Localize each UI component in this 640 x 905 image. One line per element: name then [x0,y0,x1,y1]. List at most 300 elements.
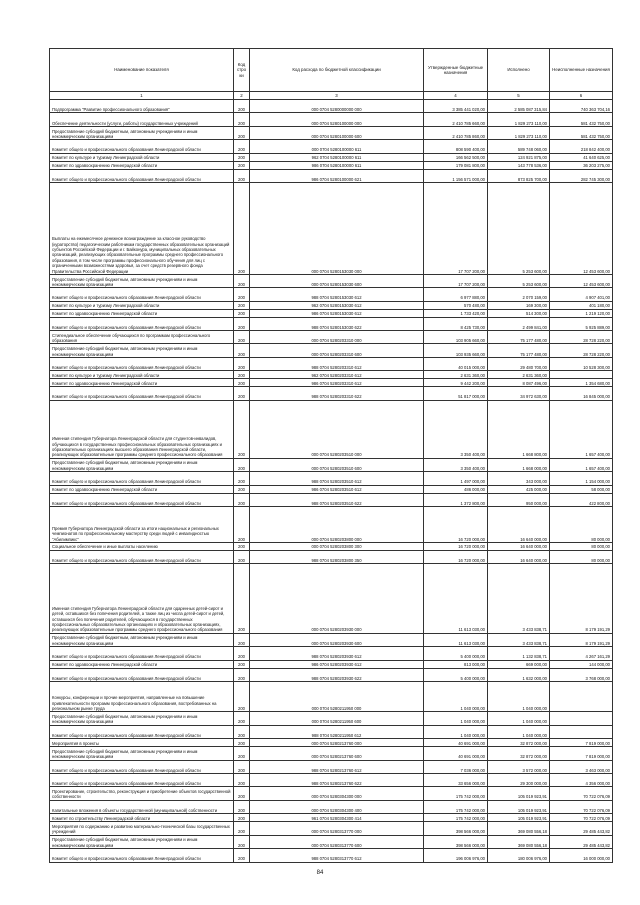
column-number: 5 [488,92,550,100]
row-line-code: 200 [234,739,250,747]
row-approved-amount: 7 036 000,00 [424,760,488,773]
row-executed-amount: 180 006 976,00 [488,849,550,862]
row-classification-code: 000 0704 5280313770 000 [250,822,424,835]
row-indicator-name: Конкурсы, конференции и прочие мероприятия, направленные на повышение привлекательности программ профессионального образования, востребованных на региональном рынке труда [50,682,234,712]
row-classification-code: 962 0704 5280100000 611 [250,153,424,161]
row-classification-code: 000 0704 5280313770 600 [250,835,424,848]
row-indicator-name: Стипендиальное обеспечение обучающихся по программам профессионального образования [50,331,234,344]
table-row [50,126,613,139]
row-approved-amount: 16 720 000,00 [424,542,488,550]
column-numbering-row [50,92,613,100]
row-line-code: 200 [234,288,250,301]
row-line-code: 200 [234,344,250,357]
row-classification-code: 000 0704 5280211950 600 [250,712,424,725]
row-remaining-amount: 80 000,00 [550,507,613,543]
row-remaining-amount: 7 819 000,00 [550,739,613,747]
row-classification-code: 986 0704 5280203310 612 [250,379,424,387]
row-remaining-amount: 5 925 889,00 [550,317,613,330]
row-approved-amount: 3 350 400,00 [424,458,488,471]
row-executed-amount: 5 253 600,00 [488,182,550,274]
row-remaining-amount [550,712,613,725]
row-indicator-name: Комитет общего и профессионального образования Ленинградской области [50,773,234,786]
table-row [50,371,613,379]
row-line-code: 200 [234,458,250,471]
table-row [50,182,613,274]
table-row [50,357,613,370]
row-classification-code: 000 0704 5280203510 600 [250,458,424,471]
row-indicator-name: Комитет общего и профессионального образования Ленинградской области [50,288,234,301]
row-indicator-name: Комитет по здравоохранению Ленинградской области [50,485,234,493]
column-number: 2 [234,92,250,100]
row-classification-code: 000 0704 5280304300 000 [250,787,424,800]
row-executed-amount: 514 300,00 [488,309,550,317]
row-executed-amount: 32 872 000,00 [488,739,550,747]
row-indicator-name: Капитальные вложения в объекты государственной (муниципальной) собственности [50,800,234,813]
row-line-code: 200 [234,317,250,330]
row-line-code: 200 [234,301,250,309]
row-executed-amount: 1 040 000,00 [488,682,550,712]
row-remaining-amount: 8 179 191,29 [550,564,613,634]
row-line-code: 200 [234,100,250,113]
row-executed-amount: 143 778 536,00 [488,161,550,169]
row-indicator-name: Комитет по здравоохранению Ленинградской области [50,660,234,668]
row-classification-code: 000 0704 5280100000 600 [250,126,424,139]
row-executed-amount: 669 000,00 [488,660,550,668]
row-classification-code: 000 0704 5280000000 000 [250,100,424,113]
row-classification-code: 986 0704 5280153030 612 [250,309,424,317]
row-line-code: 200 [234,371,250,379]
table-row [50,633,613,646]
row-executed-amount: 124 921 875,00 [488,153,550,161]
row-remaining-amount: 282 745 300,00 [550,169,613,182]
row-line-code: 200 [234,400,250,458]
row-indicator-name: Мероприятия по содержанию и развитию материально-технической базы государственных учреждений [50,822,234,835]
row-classification-code: 988 0704 5280211950 612 [250,725,424,738]
row-indicator-name: Комитет общего и профессионального образования Ленинградской области [50,472,234,485]
row-executed-amount: 425 000,00 [488,485,550,493]
table-row [50,800,613,813]
row-line-code: 200 [234,760,250,773]
table-row [50,485,613,493]
row-remaining-amount: 3 463 000,00 [550,760,613,773]
row-line-code: 200 [234,564,250,634]
row-indicator-name: Комитет общего и профессионального образования Ленинградской области [50,647,234,660]
row-classification-code: 988 0704 5280203800 350 [250,550,424,563]
row-classification-code: 962 0704 5280203310 612 [250,371,424,379]
row-indicator-name: Комитет общего и профессионального образования Ленинградской области [50,317,234,330]
table-row [50,739,613,747]
row-line-code: 200 [234,849,250,862]
row-classification-code: 000 0704 5280203930 600 [250,633,424,646]
table-row [50,161,613,169]
row-executed-amount: 2 070 159,00 [488,288,550,301]
row-remaining-amount: 1 657 400,00 [550,458,613,471]
table-body [50,100,613,863]
table-row [50,787,613,800]
row-classification-code: 986 0704 5280100000 611 [250,161,424,169]
row-remaining-amount: 70 722 076,09 [550,800,613,813]
row-line-code: 200 [234,682,250,712]
row-classification-code: 988 0704 5280213760 622 [250,773,424,786]
row-remaining-amount: 29 485 443,82 [550,822,613,835]
table-row [50,712,613,725]
row-executed-amount: 105 019 923,91 [488,787,550,800]
row-indicator-name: Предоставление субсидий бюджетным, автономным учреждениям и иным некоммерческим организациям [50,126,234,139]
table-row [50,773,613,786]
row-executed-amount: 16 640 000,00 [488,507,550,543]
row-line-code: 200 [234,773,250,786]
row-classification-code: 000 0704 5280153030 600 [250,274,424,287]
row-indicator-name: Комитет по строительству Ленинградской области [50,814,234,822]
column-number: 1 [50,92,234,100]
row-approved-amount: 1 156 571 000,00 [424,169,488,182]
row-line-code: 200 [234,182,250,274]
row-executed-amount: 75 177 480,00 [488,344,550,357]
row-classification-code: 988 0704 5280213760 612 [250,760,424,773]
row-approved-amount: 33 656 000,00 [424,773,488,786]
row-line-code: 200 [234,647,250,660]
row-indicator-name: Мероприятия в проекты [50,739,234,747]
row-remaining-amount [550,682,613,712]
row-line-code: 200 [234,800,250,813]
row-approved-amount: 813 000,00 [424,660,488,668]
row-remaining-amount: 10 528 300,00 [550,357,613,370]
row-remaining-amount: 1 219 120,00 [550,309,613,317]
row-indicator-name: Комитет по культуре и туризму Ленинградской области [50,371,234,379]
row-classification-code: 000 0704 5280203510 000 [250,400,424,458]
row-indicator-name: Предоставление субсидий бюджетным, автономным учреждениям и иным некоммерческим организациям [50,747,234,760]
row-remaining-amount: 36 203 275,00 [550,161,613,169]
row-classification-code: 000 0704 5280100000 611 [250,140,424,153]
table-header [50,49,613,100]
row-classification-code: 988 0704 5280203930 622 [250,668,424,681]
row-indicator-name: Именная стипендия Губернатора Ленинградской области для одаренных детей-сирот и детей, оставшихся без попечения родителей, а также лиц из числа детей-сирот и детей, оставшихся без попечения родителей, обучающихся в государственных профессиональных образовательных организациях и образовательных организациях, реализующих образовательные программы среднего профессионального образования [50,564,234,634]
table-row [50,542,613,550]
row-line-code: 200 [234,668,250,681]
row-indicator-name: Предоставление субсидий бюджетным, автономным учреждениям и иным некоммерческим организациям [50,633,234,646]
row-classification-code: 988 0704 5280313770 612 [250,849,424,862]
row-classification-code: 000 0704 5280203800 300 [250,542,424,550]
budget-execution-table [49,48,613,863]
row-classification-code: 000 0704 5280213760 000 [250,739,424,747]
row-executed-amount: 5 253 600,00 [488,274,550,287]
row-approved-amount: 2 631 360,00 [424,371,488,379]
row-indicator-name: Комитет по культуре и туризму Ленинградской области [50,301,234,309]
row-line-code: 200 [234,835,250,848]
row-classification-code: 000 0704 5280153030 000 [250,182,424,274]
budget-report-sheet [49,48,612,863]
row-indicator-name: Выплаты на ежемесячное денежное вознаграждение за классное руководство (кураторство) педагогическим работникам государственных образовательных организаций субъектов Российской Федерации и г. Байконура, муниципальных образовательных организаций, реализующих образовательные программы среднего профессионального образования, в том числе программы профессионального обучения для лиц с ограниченными возможностями здоровья, за счет средств резервного фонда Правительства Российской Федерации [50,182,234,274]
row-remaining-amount: 16 000 000,00 [550,849,613,862]
table-row [50,835,613,848]
row-remaining-amount [550,371,613,379]
row-approved-amount: 11 613 030,00 [424,564,488,634]
row-approved-amount: 3 385 441 020,00 [424,100,488,113]
row-line-code: 200 [234,140,250,153]
row-remaining-amount: 4 356 000,00 [550,773,613,786]
row-executed-amount: 29 480 700,00 [488,357,550,370]
row-approved-amount: 196 006 976,00 [424,849,488,862]
row-executed-amount: 1 632 000,00 [488,668,550,681]
row-indicator-name: Комитет общего и профессионального образования Ленинградской области [50,493,234,506]
row-remaining-amount: 1 657 400,00 [550,400,613,458]
row-approved-amount: 1 497 000,00 [424,472,488,485]
row-executed-amount: 8 087 496,00 [488,379,550,387]
table-row [50,113,613,126]
row-approved-amount: 103 935 660,00 [424,344,488,357]
table-row [50,274,613,287]
table-row [50,493,613,506]
table-row [50,849,613,862]
row-executed-amount: 369 080 556,18 [488,822,550,835]
row-line-code: 200 [234,660,250,668]
header-line-code: Код стро ки [234,49,250,92]
row-remaining-amount: 70 722 076,09 [550,814,613,822]
row-remaining-amount: 8 179 191,29 [550,633,613,646]
row-executed-amount: 1 040 000,00 [488,712,550,725]
header-budget-classification-code: Код расхода по бюджетной классификации [250,49,424,92]
row-executed-amount: 3 433 838,71 [488,633,550,646]
row-executed-amount: 32 872 000,00 [488,747,550,760]
row-remaining-amount: 581 432 750,00 [550,126,613,139]
row-indicator-name: Комитет по здравоохранению Ленинградской области [50,309,234,317]
row-line-code: 200 [234,542,250,550]
row-approved-amount: 398 566 000,00 [424,835,488,848]
row-approved-amount: 1 372 800,00 [424,493,488,506]
row-line-code: 200 [234,712,250,725]
row-classification-code: 988 0704 5280153030 612 [250,288,424,301]
row-executed-amount: 369 080 556,18 [488,835,550,848]
table-row [50,660,613,668]
table-row [50,344,613,357]
table-row [50,747,613,760]
table-row [50,331,613,344]
row-remaining-amount: 80 000,00 [550,542,613,550]
row-executed-amount: 1 668 000,00 [488,458,550,471]
row-line-code: 200 [234,161,250,169]
row-approved-amount: 486 000,00 [424,485,488,493]
table-row [50,379,613,387]
table-row [50,301,613,309]
row-approved-amount: 175 742 000,00 [424,800,488,813]
row-remaining-amount: 7 819 000,00 [550,747,613,760]
row-approved-amount: 398 566 000,00 [424,822,488,835]
table-row [50,507,613,543]
row-indicator-name: Комитет общего и профессионального образования Ленинградской области [50,760,234,773]
row-remaining-amount: 12 453 600,00 [550,274,613,287]
row-executed-amount: 2 499 841,00 [488,317,550,330]
row-line-code: 200 [234,309,250,317]
row-executed-amount: 105 019 923,91 [488,800,550,813]
row-line-code: 200 [234,725,250,738]
row-remaining-amount: 1 354 680,00 [550,379,613,387]
table-row [50,387,613,400]
row-indicator-name: Комитет по здравоохранению Ленинградской области [50,379,234,387]
table-row [50,822,613,835]
row-classification-code: 000 0704 5280213760 600 [250,747,424,760]
row-executed-amount: 29 300 000,00 [488,773,550,786]
row-remaining-amount: 581 432 750,00 [550,113,613,126]
header-executed: Исполнено [488,49,550,92]
row-approved-amount: 17 707 200,00 [424,182,488,274]
row-executed-amount: 1 829 273 110,00 [488,126,550,139]
table-row [50,564,613,634]
row-executed-amount: 343 000,00 [488,472,550,485]
row-classification-code: 986 0704 5280203930 612 [250,660,424,668]
row-line-code: 200 [234,493,250,506]
row-classification-code: 986 0704 5280203510 612 [250,485,424,493]
table-row [50,647,613,660]
row-classification-code: 000 0704 5280100000 000 [250,113,424,126]
row-executed-amount: 589 748 060,00 [488,140,550,153]
row-approved-amount: 40 691 000,00 [424,739,488,747]
row-classification-code: 000 0704 5280203310 600 [250,344,424,357]
row-remaining-amount: 422 800,00 [550,493,613,506]
row-classification-code: 000 0704 5280203310 000 [250,331,424,344]
row-indicator-name: Социальное обеспечение и иные выплаты населению [50,542,234,550]
row-classification-code: 988 0704 5280203310 622 [250,387,424,400]
row-remaining-amount: 41 640 625,00 [550,153,613,161]
row-approved-amount: 16 720 000,00 [424,550,488,563]
row-indicator-name: Комитет общего и профессионального образования Ленинградской области [50,140,234,153]
table-row [50,400,613,458]
row-remaining-amount: 218 842 400,00 [550,140,613,153]
row-remaining-amount: 28 728 220,00 [550,344,613,357]
row-approved-amount: 570 480,00 [424,301,488,309]
table-row [50,100,613,113]
row-remaining-amount: 12 453 600,00 [550,182,613,274]
row-executed-amount: 2 631 360,00 [488,371,550,379]
row-approved-amount: 16 720 000,00 [424,507,488,543]
row-approved-amount: 11 613 030,00 [424,633,488,646]
row-classification-code: 961 0704 5280304300 414 [250,814,424,822]
row-line-code: 200 [234,787,250,800]
row-classification-code: 988 0704 5280153030 622 [250,317,424,330]
row-executed-amount: 3 433 838,71 [488,564,550,634]
row-remaining-amount [550,725,613,738]
row-approved-amount: 2 410 785 860,00 [424,126,488,139]
row-indicator-name: Именная стипендия Губернатора Ленинградской области для студентов-инвалидов, обучающихся в государственных профессиональных образовательных организациях и образовательных организациях высшего образования Ленинградской области, реализующих образовательные программы среднего профессионального образования [50,400,234,458]
row-indicator-name: Комитет общего и профессионального образования Ленинградской области [50,550,234,563]
row-approved-amount: 1 040 000,00 [424,725,488,738]
row-executed-amount: 34 972 630,00 [488,387,550,400]
row-remaining-amount: 401 180,00 [550,301,613,309]
table-row [50,814,613,822]
row-approved-amount: 175 742 000,00 [424,787,488,800]
row-approved-amount: 5 400 000,00 [424,647,488,660]
row-executed-amount: 3 572 000,00 [488,760,550,773]
row-line-code: 200 [234,126,250,139]
header-approved-appropriations: Утвержденные бюджетные назначения [424,49,488,92]
row-indicator-name: Обеспечение деятельности (услуги, работы) государственных учреждений [50,113,234,126]
column-number: 3 [250,92,424,100]
row-executed-amount: 16 640 000,00 [488,542,550,550]
row-approved-amount: 808 590 400,00 [424,140,488,153]
row-line-code: 200 [234,379,250,387]
row-approved-amount: 51 817 000,00 [424,387,488,400]
header-indicator-name: Наименование показателя [50,49,234,92]
row-approved-amount: 179 081 800,00 [424,161,488,169]
row-indicator-name: Комитет общего и профессионального образования Ленинградской области [50,668,234,681]
table-row [50,550,613,563]
row-executed-amount: 105 019 923,91 [488,814,550,822]
row-line-code: 200 [234,550,250,563]
row-classification-code: 000 0704 5280203800 000 [250,507,424,543]
row-executed-amount: 950 000,00 [488,493,550,506]
row-remaining-amount: 70 722 076,09 [550,787,613,800]
row-remaining-amount: 4 907 401,00 [550,288,613,301]
row-approved-amount: 40 015 000,00 [424,357,488,370]
row-line-code: 200 [234,507,250,543]
row-indicator-name: Предоставление субсидий бюджетным, автономным учреждениям и иным некоммерческим организациям [50,274,234,287]
row-executed-amount: 1 668 800,00 [488,400,550,458]
column-number: 6 [550,92,613,100]
row-approved-amount: 3 350 400,00 [424,400,488,458]
row-executed-amount: 1 829 273 110,00 [488,113,550,126]
row-indicator-name: Комитет по здравоохранению Ленинградской области [50,161,234,169]
row-classification-code: 962 0704 5280153030 612 [250,301,424,309]
row-line-code: 200 [234,331,250,344]
table-row [50,317,613,330]
table-row [50,682,613,712]
row-indicator-name: Комитет общего и профессионального образования Ленинградской области [50,725,234,738]
row-approved-amount: 6 977 880,00 [424,288,488,301]
row-executed-amount: 169 300,00 [488,301,550,309]
row-remaining-amount: 144 000,00 [550,660,613,668]
row-executed-amount: 1 040 000,00 [488,725,550,738]
row-approved-amount: 1 040 000,00 [424,682,488,712]
row-approved-amount: 2 410 785 660,00 [424,113,488,126]
row-executed-amount: 16 640 000,00 [488,550,550,563]
row-approved-amount: 9 442 200,00 [424,379,488,387]
row-classification-code: 988 0704 5280203510 622 [250,493,424,506]
table-row [50,668,613,681]
row-classification-code: 986 0704 5280100000 621 [250,169,424,182]
row-line-code: 200 [234,814,250,822]
table-row [50,458,613,471]
row-approved-amount: 103 905 660,00 [424,331,488,344]
row-line-code: 200 [234,387,250,400]
row-remaining-amount: 16 845 000,00 [550,387,613,400]
row-indicator-name: Комитет общего и профессионального образования Ленинградской области [50,387,234,400]
row-executed-amount: 873 825 700,00 [488,169,550,182]
row-remaining-amount: 3 768 000,00 [550,668,613,681]
table-row [50,153,613,161]
row-classification-code: 000 0704 5280211950 000 [250,682,424,712]
row-indicator-name: Предоставление субсидий бюджетным, автономным учреждениям и иным некоммерческим организациям [50,835,234,848]
row-remaining-amount: 4 267 161,29 [550,647,613,660]
row-line-code: 200 [234,747,250,760]
row-indicator-name: Проектирование, строительство, реконструкция и приобретение объектов государственной собственности [50,787,234,800]
row-executed-amount: 75 177 480,00 [488,331,550,344]
row-line-code: 200 [234,822,250,835]
row-classification-code: 988 0704 5280203310 612 [250,357,424,370]
row-classification-code: 000 0704 5280304300 400 [250,800,424,813]
table-row [50,725,613,738]
row-classification-code: 988 0704 5280203510 612 [250,472,424,485]
row-approved-amount: 40 691 000,00 [424,747,488,760]
table-row [50,140,613,153]
row-approved-amount: 17 707 200,00 [424,274,488,287]
row-approved-amount: 1 733 420,00 [424,309,488,317]
row-approved-amount: 5 400 000,00 [424,668,488,681]
row-indicator-name: Предоставление субсидий бюджетным, автономным учреждениям и иным некоммерческим организациям [50,712,234,725]
page-number: 84 [316,870,324,876]
table-row [50,169,613,182]
table-row [50,472,613,485]
row-remaining-amount: 28 728 220,00 [550,331,613,344]
row-line-code: 200 [234,472,250,485]
